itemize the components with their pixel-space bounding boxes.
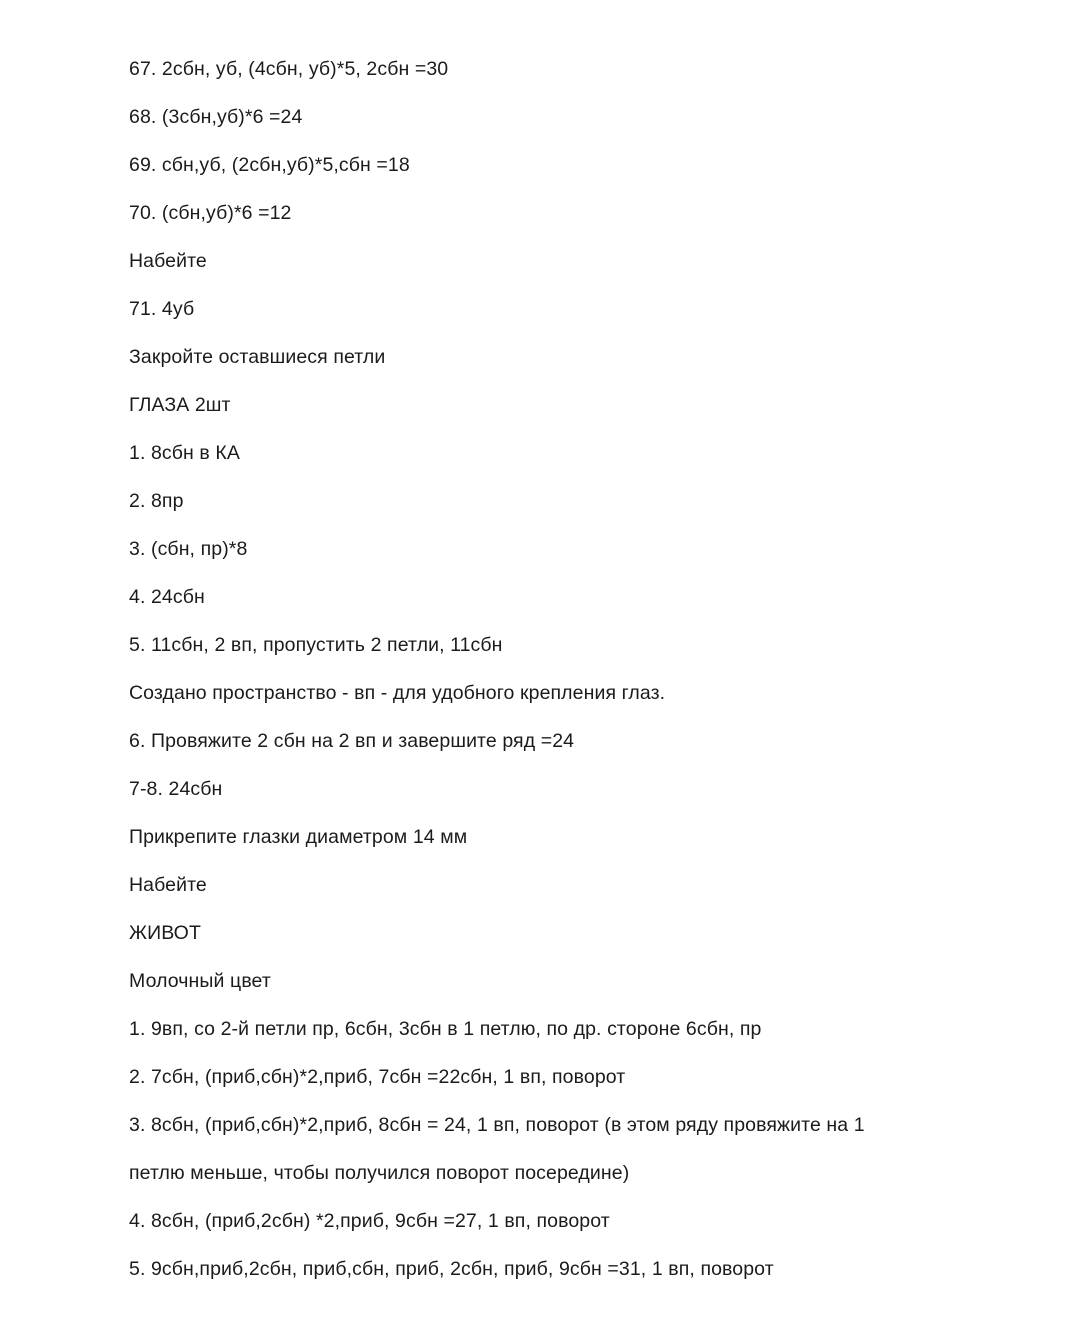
pattern-line: 1. 8сбн в КА [129,442,240,464]
pattern-line: Прикрепите глазки диаметром 14 мм [129,826,468,848]
pattern-line: 7-8. 24сбн [129,778,223,800]
pattern-line: 5. 9сбн,приб,2сбн, приб,сбн, приб, 2сбн, приб, 9сбн =31, 1 вп, поворот [129,1258,774,1280]
pattern-line: 4. 24сбн [129,586,205,608]
pattern-line: 3. (сбн, пр)*8 [129,538,248,560]
pattern-line: 1. 9вп, со 2-й петли пр, 6сбн, 3сбн в 1 петлю, по др. стороне 6сбн, пр [129,1018,762,1040]
pattern-line: 67. 2сбн, уб, (4сбн, уб)*5, 2сбн =30 [129,58,449,80]
pattern-line: ГЛАЗА 2шт [129,394,231,416]
pattern-line: Набейте [129,874,207,896]
pattern-line: Закройте оставшиеся петли [129,346,386,368]
pattern-line: 68. (3сбн,уб)*6 =24 [129,106,303,128]
pattern-line: Набейте [129,250,207,272]
pattern-line: 69. сбн,уб, (2сбн,уб)*5,сбн =18 [129,154,410,176]
pattern-line: Создано пространство - вп - для удобного крепления глаз. [129,682,666,704]
pattern-line: петлю меньше, чтобы получился поворот посередине) [129,1162,630,1184]
pattern-line: ЖИВОТ [129,922,201,944]
pattern-line: 5. 11сбн, 2 вп, пропустить 2 петли, 11сбн [129,634,503,656]
pattern-line: 3. 8сбн, (приб,сбн)*2,приб, 8сбн = 24, 1 вп, поворот (в этом ряду провяжите на 1 [129,1114,865,1136]
pattern-line: 2. 8пр [129,490,184,512]
pattern-line: 6. Провяжите 2 сбн на 2 вп и завершите ряд =24 [129,730,575,752]
pattern-line: 71. 4уб [129,298,195,320]
pattern-line: 70. (сбн,уб)*6 =12 [129,202,292,224]
pattern-line: Молочный цвет [129,970,271,992]
pattern-line: 4. 8сбн, (приб,2сбн) *2,приб, 9сбн =27, 1 вп, поворот [129,1210,610,1232]
pattern-line: 2. 7сбн, (приб,сбн)*2,приб, 7сбн =22сбн, 1 вп, поворот [129,1066,626,1088]
